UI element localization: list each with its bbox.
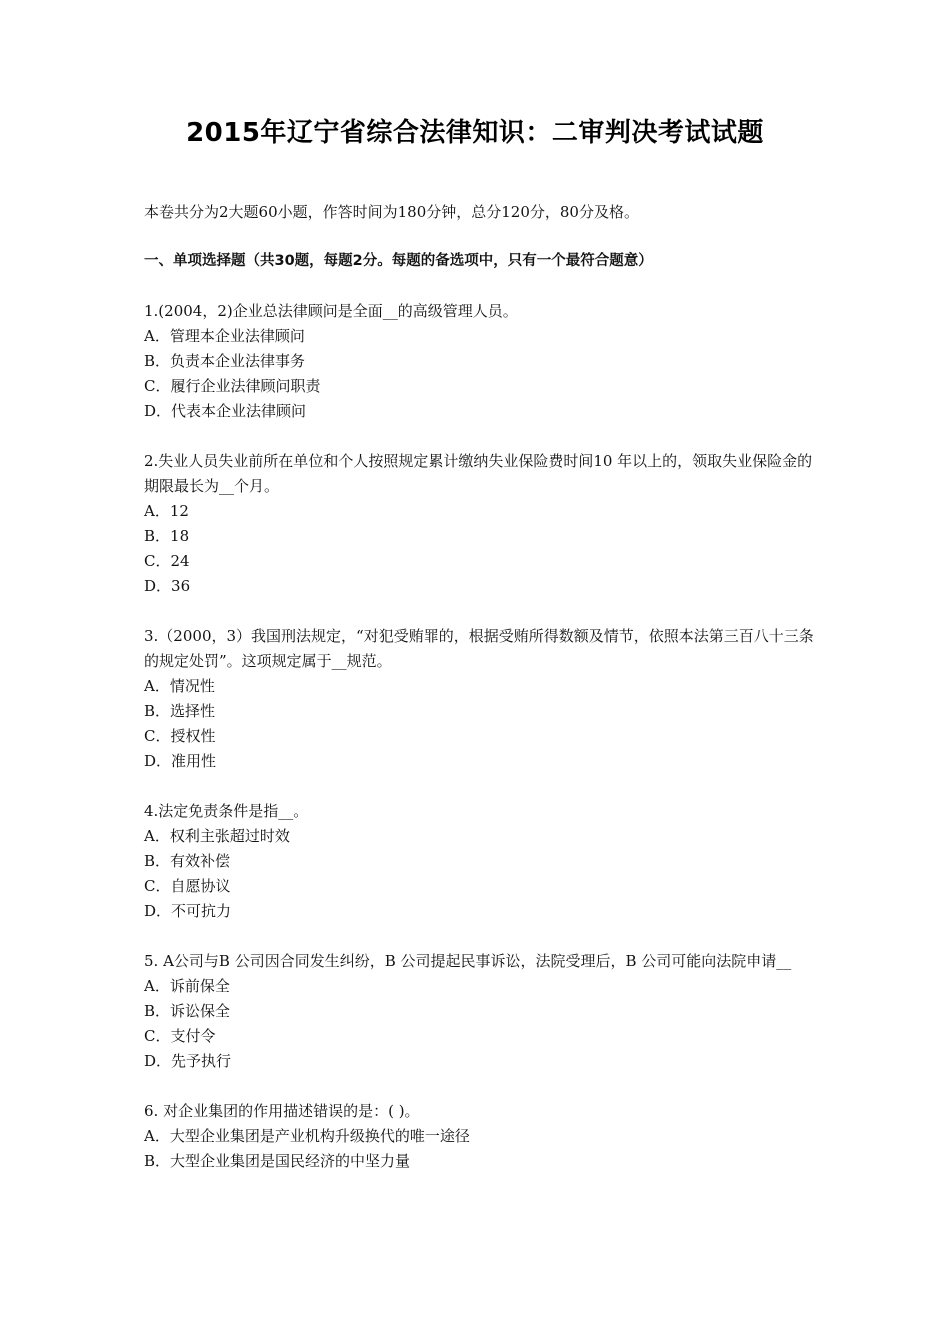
option-a: A．管理本企业法律顾问: [144, 327, 305, 345]
option-b: B．负责本企业法律事务: [144, 352, 306, 370]
question-3: [144, 624, 816, 774]
option-b: B．诉讼保全: [144, 1002, 231, 1020]
option-d: D．不可抗力: [144, 902, 232, 920]
option-d: D．代表本企业法律顾问: [144, 402, 307, 420]
question-5: [144, 949, 816, 1074]
option-b: B．18: [144, 527, 190, 545]
question-4: [144, 799, 816, 924]
question-2: [144, 449, 816, 599]
option-c: C．支付令: [144, 1027, 216, 1045]
option-d: D．准用性: [144, 752, 217, 770]
question-6: [144, 1099, 816, 1174]
question-stem: 4.法定免责条件是指__。: [144, 802, 309, 820]
section-heading: 一、单项选择题（共30题，每题2分。每题的备选项中，只有一个最符合题意）: [144, 253, 653, 269]
option-a: A．12: [144, 502, 189, 520]
question-stem: 5. A公司与B 公司因合同发生纠纷，B 公司提起民事诉讼，法院受理后，B 公司可能向法院申请__: [144, 952, 792, 970]
option-c: C．履行企业法律顾问职责: [144, 377, 321, 395]
intro-paragraph: 本卷共分为2大题60小题，作答时间为180分钟，总分120分，80分及格。: [144, 203, 639, 221]
option-c: C．24: [144, 552, 190, 570]
option-a: A．大型企业集团是产业机构升级换代的唯一途径: [144, 1127, 470, 1145]
question-stem: 3.（2000，3）我国刑法规定，“对犯受贿罪的，根据受贿所得数额及情节，依照本法第三百八十三条的规定处罚”。这项规定属于__规范。: [144, 627, 814, 670]
question-stem: 2.失业人员失业前所在单位和个人按照规定累计缴纳失业保险费时间10 年以上的，领取失业保险金的期限最长为__个月。: [144, 452, 813, 495]
document-body: [144, 200, 816, 1199]
option-a: A．情况性: [144, 677, 215, 695]
option-b: B．大型企业集团是国民经济的中坚力量: [144, 1152, 411, 1170]
option-d: D．先予执行: [144, 1052, 232, 1070]
option-b: B．选择性: [144, 702, 216, 720]
option-a: A．诉前保全: [144, 977, 230, 995]
question-stem: 1.(2004，2)企业总法律顾问是全面__的高级管理人员。: [144, 302, 518, 320]
option-b: B．有效补偿: [144, 852, 231, 870]
question-stem: 6. 对企业集团的作用描述错误的是：( )。: [144, 1102, 420, 1120]
option-a: A．权利主张超过时效: [144, 827, 290, 845]
option-c: C．自愿协议: [144, 877, 231, 895]
page-title: 2015年辽宁省综合法律知识：二审判决考试试题: [186, 118, 764, 148]
option-c: C．授权性: [144, 727, 216, 745]
question-1: [144, 299, 816, 424]
option-d: D．36: [144, 577, 191, 595]
